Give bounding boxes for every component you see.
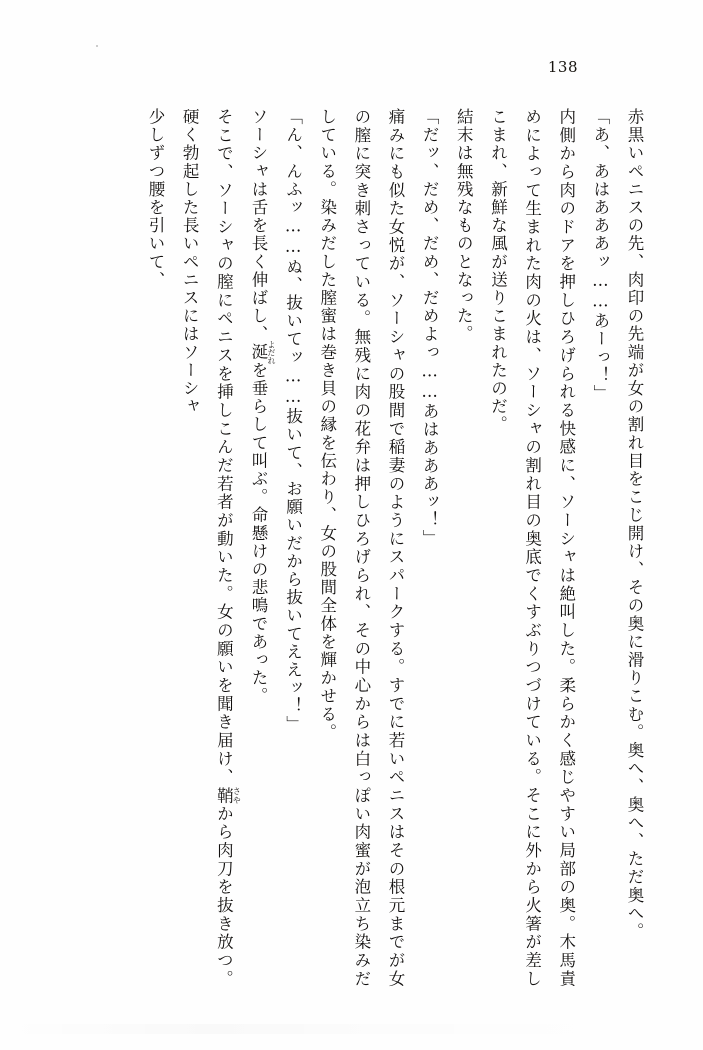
paragraph: 「ん、んふッ……ぬ、抜いてッ……抜いて、お願いだから抜いてええッ！」 xyxy=(283,108,303,734)
page-body-text xyxy=(52,108,651,988)
paragraph: 「あ、あはあああッ……あーっ！」 xyxy=(590,108,610,403)
ruby-annotation: 涎 よだれ xyxy=(248,340,276,365)
paragraph: 赤黒いペニスの先、肉印の先端が女の割れ目をこじ開け、その奥に滑りこむ。奥へ、奥へ、ただ奥へ。 xyxy=(625,108,644,941)
paragraph: 内側から肉のドアを押しひろげられる快感に、ソーシャは絶叫した。柔らかく感じやすい局部の奥。木馬責めによって生まれた肉の火は、ソーシャの割れ目の奥底でくすぶりつづけている。そこに外から火箸が差しこまれ、新鮮な風が送りこまれたのだ。 xyxy=(488,108,576,988)
scan-speck xyxy=(96,45,98,47)
paragraph: 結末は無残なものとなった。 xyxy=(454,108,474,344)
paragraph: ソーシャは舌を長く伸ばし、涎 よだれを垂らして叫ぶ。命懸けの悲鳴であった。 xyxy=(248,108,276,706)
paragraph: 痛みにも似た女悦が、ソーシャの股間で稲妻のようにスパークする。すでに若いペニスはその根元までが女の膣に突き刺さっている。無残に肉の花弁は押しひろげられ、その中心からは白っぽい肉蜜が泡立ち染みだしている。染みだした膣蜜は巻き貝の縁を伝わり、女の股間全体を輝かせる。 xyxy=(317,108,406,988)
paragraph: そこで、ソーシャの膣にペニスを挿しこんだ若者が動いた。女の願いを聞き届け、鞘 さやから肉刀を抜き放つ。硬く勃起した長いペニスにはソーシャ xyxy=(180,108,242,989)
page-number: 138 xyxy=(547,58,578,76)
paragraph: 「だッ、だめ、だめ、だめよっ……あはあああッ！」 xyxy=(420,108,440,548)
paragraph: 少しずつ腰を引いて、 xyxy=(146,108,166,289)
page-bottom-smudge xyxy=(0,1024,703,1034)
ruby-annotation: 鞘 さや xyxy=(214,786,242,805)
